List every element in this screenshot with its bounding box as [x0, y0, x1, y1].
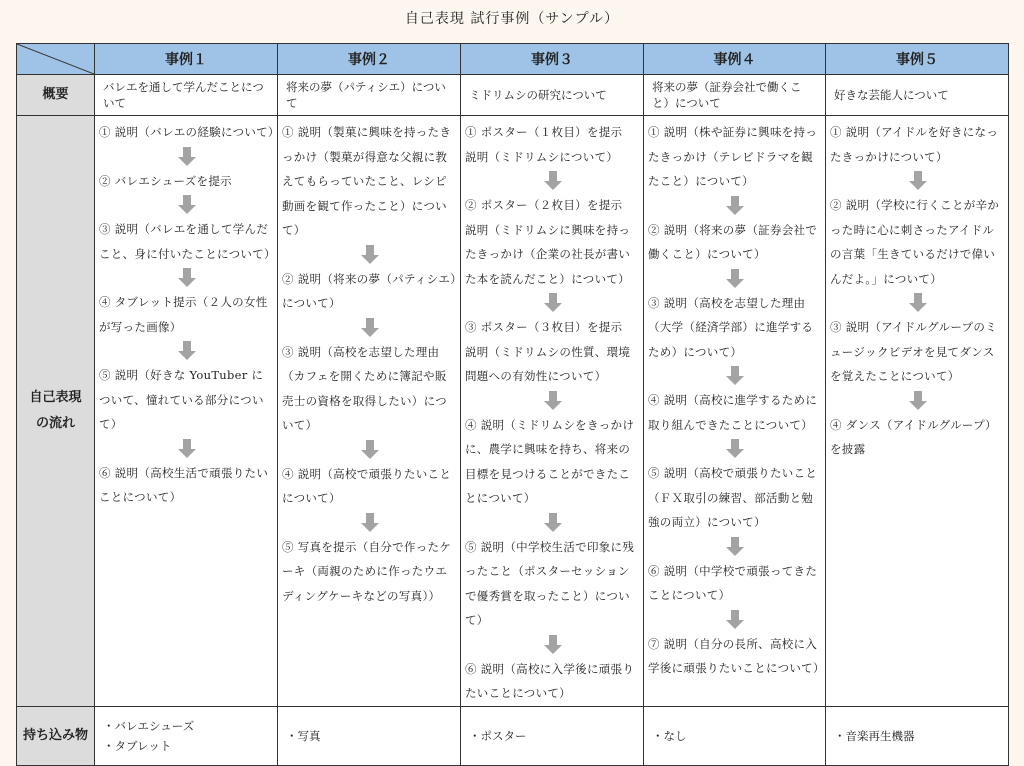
- down-arrow-icon: [725, 269, 745, 289]
- down-arrow-icon: [725, 196, 745, 216]
- flow-step: ② 説明（将来の夢（パティシエ）について）: [282, 271, 457, 310]
- case-4-flow: [644, 116, 826, 707]
- down-arrow-icon: [725, 366, 745, 386]
- flow-step: ③ ポスター（３枚目）を提示 説明（ミドリムシの性質、環境問題への有効性について）: [465, 320, 635, 383]
- case-5-items: [826, 706, 1009, 765]
- down-arrow-icon: [177, 268, 197, 288]
- flow-step: ⑤ 説明（好きな YouTuber について、憧れている部分について）: [99, 368, 264, 431]
- down-arrow-icon: [360, 318, 380, 338]
- case-5-header: 事例５: [826, 44, 1009, 75]
- items-row: [17, 706, 1009, 765]
- case-3-items: [461, 706, 644, 765]
- flow-step: ② 説明（将来の夢（証券会社で働くこと）について）: [648, 222, 818, 261]
- case-4-items: [644, 706, 826, 765]
- flow-row-label-text: 自己表現の流れ: [29, 389, 82, 431]
- case-1-items: [95, 706, 278, 765]
- sample-cases-table: [16, 43, 1009, 766]
- flow-step: ① 説明（製菓に興味を持ったきっかけ（製菓が得意な父親に教えてもらっていたこと、レシピ動画を観て作ったこと）について）: [282, 125, 452, 237]
- flow-step: ② 説明（学校に行くことが辛かった時に心に刺さったアイドルの言葉「生きているだけで偉いんだよ。」について）: [830, 198, 1000, 286]
- case-2-summary: 将来の夢（パティシエ）について: [278, 75, 461, 116]
- flow-step: ④ タブレット提示（２人の女性が写った画像）: [99, 295, 268, 334]
- flow-step: ③ 説明（高校を志望した理由（大学（経済学部）に進学するため）について）: [648, 295, 814, 359]
- case-2-items: [278, 706, 461, 765]
- case-3-header: 事例３: [461, 44, 644, 75]
- case-1-summary: バレエを通して学んだことについて: [95, 75, 278, 116]
- flow-step: ③ 説明（アイドルグループのミュージックビデオを見てダンスを覚えたことについて）: [830, 320, 997, 383]
- items-row-label: 持ち込み物: [17, 706, 95, 765]
- case-3-summary: ミドリムシの研究について: [461, 75, 644, 116]
- flow-step: ⑥ 説明（高校に入学後に頑張りたいことについて）: [465, 661, 635, 700]
- down-arrow-icon: [725, 439, 745, 459]
- down-arrow-icon: [725, 537, 745, 557]
- down-arrow-icon: [177, 195, 197, 215]
- flow-row-label: [17, 116, 95, 707]
- flow-step: ⑤ 説明（中学校生活で印象に残ったこと（ポスターセッションで優秀賞を取ったこと）について）: [465, 539, 635, 627]
- item: ・なし: [652, 728, 687, 743]
- flow-step: ⑤ 写真を提示（自分で作ったケーキ（両親のために作ったウエディングケーキなどの写真））: [282, 539, 452, 603]
- item: ・写真: [286, 728, 321, 743]
- down-arrow-icon: [543, 293, 563, 313]
- case-3-flow: [461, 116, 644, 707]
- flow-step: ③ 説明（バレエを通して学んだこと、身に付いたことについて）: [99, 222, 276, 261]
- flow-step: ② バレエシューズを提示: [99, 173, 232, 188]
- flow-step: ④ 説明（高校で頑張りたいことについて）: [282, 466, 452, 505]
- case-4-header: 事例４: [644, 44, 826, 75]
- item: ・ポスター: [469, 728, 527, 743]
- case-2-flow: [278, 116, 461, 707]
- item: ・音楽再生機器: [834, 728, 915, 743]
- down-arrow-icon: [360, 440, 380, 460]
- down-arrow-icon: [725, 610, 745, 630]
- flow-step: ⑦ 説明（自分の長所、高校に入学後に頑張りたいことについて）: [648, 636, 825, 675]
- down-arrow-icon: [543, 513, 563, 533]
- flow-step: ① 説明（アイドルを好きになったきっかけについて）: [830, 125, 999, 164]
- flow-step: ⑥ 説明（高校生活で頑張りたいことについて）: [99, 465, 269, 504]
- summary-row: [17, 75, 1009, 116]
- flow-step: ⑤ 説明（高校で頑張りたいこと（ＦＸ取引の練習、部活動と勉強の両立）について）: [648, 466, 818, 529]
- flow-step: ① 説明（バレエの経験について）: [99, 125, 280, 139]
- down-arrow-icon: [543, 391, 563, 411]
- item: ・タブレット: [103, 738, 172, 753]
- down-arrow-icon: [543, 635, 563, 655]
- flow-step: ② ポスター（２枚目）を提示 説明（ミドリムシに興味を持ったきっかけ（企業の社長が書いた本を読んだこと）について）: [465, 198, 635, 286]
- flow-step: ⑥ 説明（中学校で頑張ってきたことについて）: [648, 563, 818, 602]
- down-arrow-icon: [908, 293, 928, 313]
- down-arrow-icon: [360, 513, 380, 533]
- flow-row: [17, 116, 1009, 707]
- down-arrow-icon: [908, 391, 928, 411]
- case-1-header: 事例１: [95, 44, 278, 75]
- down-arrow-icon: [543, 171, 563, 191]
- case-5-summary: 好きな芸能人について: [826, 75, 1009, 116]
- flow-step: ① 説明（株や証券に興味を持ったきっかけ（テレビドラマを観たこと）について）: [648, 125, 818, 188]
- case-1-flow: [95, 116, 278, 707]
- flow-step: ④ 説明（ミドリムシをきっかけに、農学に興味を持ち、将来の目標を見つけることができたことについて）: [465, 417, 635, 505]
- down-arrow-icon: [177, 439, 197, 459]
- flow-step: ① ポスター（１枚目）を提示 説明（ミドリムシについて）: [465, 125, 635, 164]
- flow-step: ③ 説明（高校を志望した理由（カフェを開くために簿記や販売士の資格を取得したい）について）: [282, 344, 447, 432]
- summary-row-label: 概要: [17, 75, 95, 116]
- flow-step: ④ 説明（高校に進学するために取り組んできたことについて）: [648, 393, 818, 432]
- flow-step: ④ ダンス（アイドルグループ）を披露: [830, 417, 997, 456]
- case-2-header: 事例２: [278, 44, 461, 75]
- case-4-summary: 将来の夢（証券会社で働くこと）について: [644, 75, 826, 116]
- down-arrow-icon: [177, 341, 197, 361]
- case-5-flow: [826, 116, 1009, 707]
- item: ・バレエシューズ: [103, 718, 195, 733]
- page-title: 自己表現 試行事例（サンプル）: [404, 11, 620, 27]
- diagonal-line: [17, 44, 94, 74]
- down-arrow-icon: [360, 245, 380, 265]
- down-arrow-icon: [908, 171, 928, 191]
- corner-cell: [17, 44, 95, 75]
- header-row: [17, 44, 1009, 75]
- down-arrow-icon: [177, 147, 197, 167]
